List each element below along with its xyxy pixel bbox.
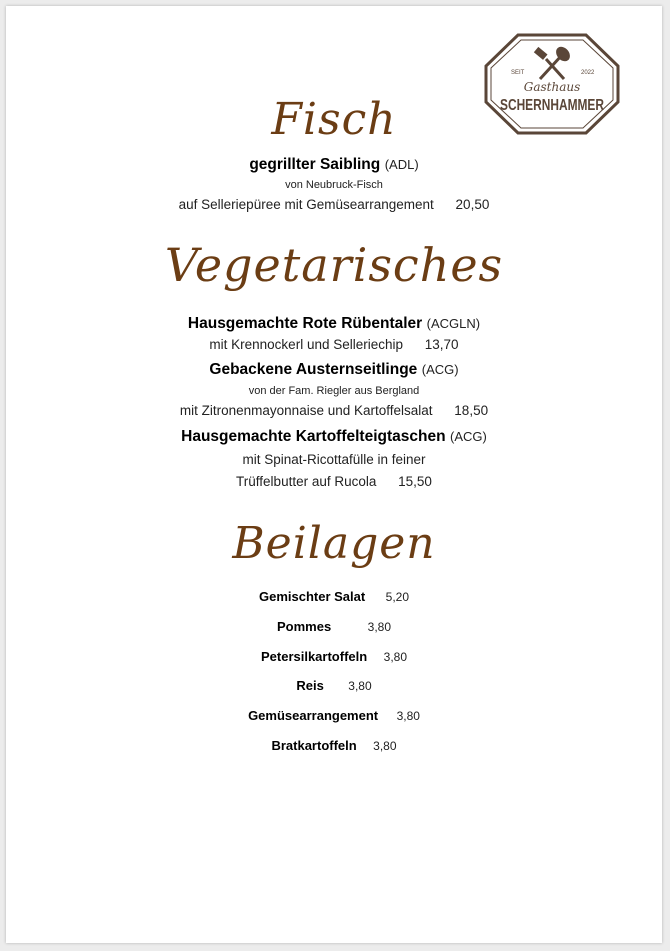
dish-name: Hausgemachte Kartoffelteigtaschen	[181, 428, 446, 445]
side-item	[6, 618, 662, 636]
description-text: mit Zitronenmayonnaise und Kartoffelsalat	[179, 403, 433, 418]
dish-name: Gebackene Austernseitlinge	[209, 361, 418, 378]
logo-seit: SEIT	[511, 70, 525, 76]
side-item	[6, 737, 662, 755]
dish-name: Hausgemachte Rote Rübentaler	[187, 315, 423, 332]
menu-item-saibling	[6, 156, 662, 174]
dish-description-line1: mit Spinat-Ricottafülle in feiner	[242, 452, 426, 467]
menu-page	[6, 6, 662, 943]
side-name: Reis	[296, 678, 324, 693]
dish-origin: von Neubruck-Fisch	[285, 179, 383, 191]
side-price: 3,80	[348, 679, 372, 693]
dish-name: gegrillter Saibling	[249, 156, 381, 173]
section-title-beilagen: Beilagen	[232, 518, 436, 569]
dish-price: 20,50	[455, 197, 490, 212]
allergen-codes: (ACG)	[450, 429, 487, 444]
side-name: Pommes	[276, 619, 332, 634]
allergen-codes: (ADL)	[384, 157, 419, 172]
side-item	[6, 588, 662, 606]
dish-description	[6, 197, 662, 212]
side-price: 3,80	[396, 709, 420, 723]
dish-price: 15,50	[398, 474, 432, 489]
side-price: 5,20	[385, 590, 410, 604]
logo-name: SCHERNHAMMER	[500, 97, 605, 114]
dish-description	[6, 337, 662, 352]
side-price: 3,80	[383, 650, 407, 664]
menu-item-austernseitlinge	[6, 361, 662, 379]
logo-script: Gasthaus	[523, 80, 581, 94]
menu-item-kartoffelteigtaschen	[6, 428, 662, 446]
dish-description	[6, 403, 662, 418]
logo-year: 2022	[581, 70, 595, 76]
side-price: 3,80	[373, 739, 397, 753]
dish-price: 18,50	[454, 403, 489, 418]
section-title-fisch: Fisch	[271, 94, 397, 145]
side-name: Gemischter Salat	[258, 589, 366, 604]
allergen-codes: (ACGLN)	[426, 316, 481, 331]
description-text: Trüffelbutter auf Rucola	[236, 474, 377, 489]
side-name: Gemüsearrangement	[248, 708, 379, 723]
dish-description	[6, 474, 662, 489]
description-text: mit Krennockerl und Selleriechip	[209, 337, 404, 352]
section-title-vegetarisches: Vegetarisches	[164, 238, 504, 292]
description-text: auf Selleriepüree mit Gemüsearrangement	[178, 197, 434, 212]
side-name: Petersilkartoffeln	[260, 649, 368, 664]
dish-price: 13,70	[424, 337, 459, 352]
dish-origin: von der Fam. Riegler aus Bergland	[248, 385, 420, 397]
side-name: Bratkartoffeln	[271, 738, 357, 753]
allergen-codes: (ACG)	[421, 362, 459, 377]
side-item	[6, 707, 662, 725]
side-price: 3,80	[367, 620, 391, 634]
side-item	[6, 677, 662, 695]
menu-item-ruebentaler	[6, 315, 662, 333]
side-item	[6, 648, 662, 666]
